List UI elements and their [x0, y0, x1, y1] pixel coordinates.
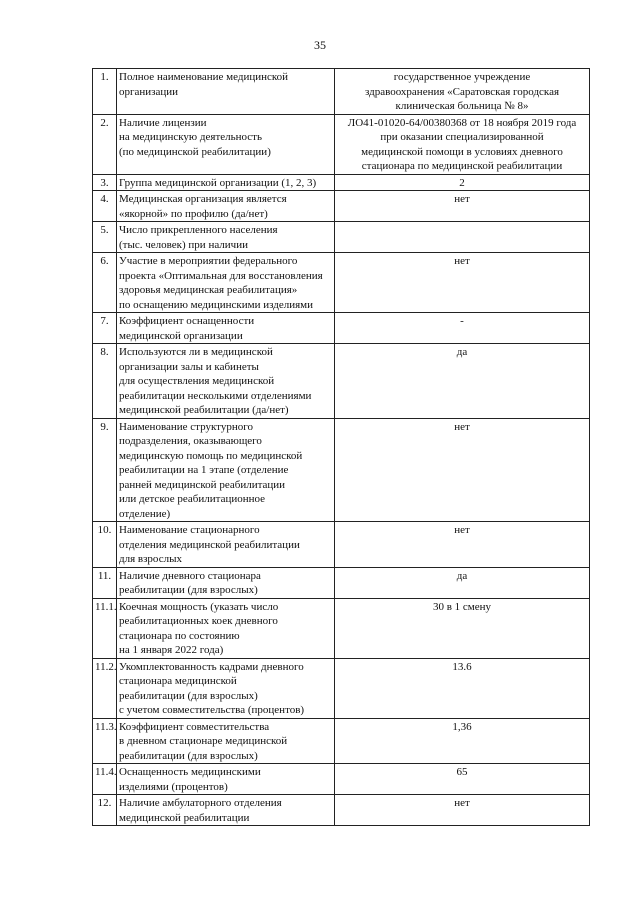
- row-label: Наличие дневного стационара реабилитации (для взрослых): [117, 567, 335, 598]
- row-number: 11.3.: [93, 718, 117, 764]
- row-label: Оснащенность медицинскими изделиями (процентов): [117, 764, 335, 795]
- row-number: 3.: [93, 174, 117, 191]
- table-row: [93, 69, 590, 115]
- row-label: Наличие лицензии на медицинскую деятельность (по медицинской реабилитации): [117, 114, 335, 174]
- table-row: [93, 253, 590, 313]
- row-label: Участие в мероприятии федерального проекта «Оптимальная для восстановления здоровья медицинская реабилитация» по оснащению медицинскими изделиями: [117, 253, 335, 313]
- row-label: Используются ли в медицинской организации залы и кабинеты для осуществления медицинской реабилитации несколькими отделениями медицинской реабилитации (да/нет): [117, 344, 335, 419]
- row-number: 10.: [93, 522, 117, 568]
- row-value: 1,36: [335, 718, 590, 764]
- table-row: [93, 418, 590, 522]
- row-value: 65: [335, 764, 590, 795]
- row-label: Группа медицинской организации (1, 2, 3): [117, 174, 335, 191]
- table-row: [93, 313, 590, 344]
- row-label: Полное наименование медицинской организации: [117, 69, 335, 115]
- table-row: [93, 522, 590, 568]
- row-number: 11.2.: [93, 658, 117, 718]
- page-number: 35: [314, 38, 326, 52]
- row-label: Коечная мощность (указать число реабилитационных коек дневного стационара по состоянию на 1 января 2022 года): [117, 598, 335, 658]
- row-value: нет: [335, 522, 590, 568]
- row-label: Коэффициент оснащенности медицинской организации: [117, 313, 335, 344]
- table-row: [93, 191, 590, 222]
- row-label: Число прикрепленного населения (тыс. человек) при наличии: [117, 222, 335, 253]
- row-value: ЛО41-01020-64/00380368 от 18 ноября 2019 года при оказании специализированной медицинской помощи в условиях дневного стационара по медицинской реабилитации: [335, 114, 590, 174]
- row-number: 7.: [93, 313, 117, 344]
- row-value: нет: [335, 795, 590, 826]
- row-value: 30 в 1 смену: [335, 598, 590, 658]
- row-value: [335, 222, 590, 253]
- row-value: да: [335, 344, 590, 419]
- row-label: Медицинская организация является «якорной» по профилю (да/нет): [117, 191, 335, 222]
- row-label: Наименование стационарного отделения медицинской реабилитации для взрослых: [117, 522, 335, 568]
- info-table-body: [93, 69, 590, 826]
- table-row: [93, 658, 590, 718]
- table-row: [93, 114, 590, 174]
- row-value: да: [335, 567, 590, 598]
- row-value: 13.6: [335, 658, 590, 718]
- row-number: 11.4.: [93, 764, 117, 795]
- row-number: 6.: [93, 253, 117, 313]
- table-row: [93, 718, 590, 764]
- row-number: 1.: [93, 69, 117, 115]
- table-row: [93, 598, 590, 658]
- row-number: 12.: [93, 795, 117, 826]
- row-number: 11.1.: [93, 598, 117, 658]
- table-row: [93, 174, 590, 191]
- row-number: 5.: [93, 222, 117, 253]
- table-row: [93, 344, 590, 419]
- table-row: [93, 764, 590, 795]
- table-row: [93, 567, 590, 598]
- row-label: Укомплектованность кадрами дневного стационара медицинской реабилитации (для взрослых) с учетом совместительства (процентов): [117, 658, 335, 718]
- row-value: нет: [335, 191, 590, 222]
- row-value: нет: [335, 418, 590, 522]
- row-value: -: [335, 313, 590, 344]
- row-label: Наименование структурного подразделения, оказывающего медицинскую помощь по медицинской реабилитации на 1 этапе (отделение ранней медицинской реабилитации или детское реабилитационное отделение): [117, 418, 335, 522]
- table-row: [93, 795, 590, 826]
- table-row: [93, 222, 590, 253]
- row-label: Наличие амбулаторного отделения медицинской реабилитации: [117, 795, 335, 826]
- row-number: 2.: [93, 114, 117, 174]
- row-number: 4.: [93, 191, 117, 222]
- row-number: 11.: [93, 567, 117, 598]
- row-value: государственное учреждение здравоохранения «Саратовская городская клиническая больница № 8»: [335, 69, 590, 115]
- row-label: Коэффициент совместительства в дневном стационаре медицинской реабилитации (для взрослых): [117, 718, 335, 764]
- row-number: 8.: [93, 344, 117, 419]
- row-value: нет: [335, 253, 590, 313]
- row-number: 9.: [93, 418, 117, 522]
- row-value: 2: [335, 174, 590, 191]
- info-table: [92, 68, 590, 826]
